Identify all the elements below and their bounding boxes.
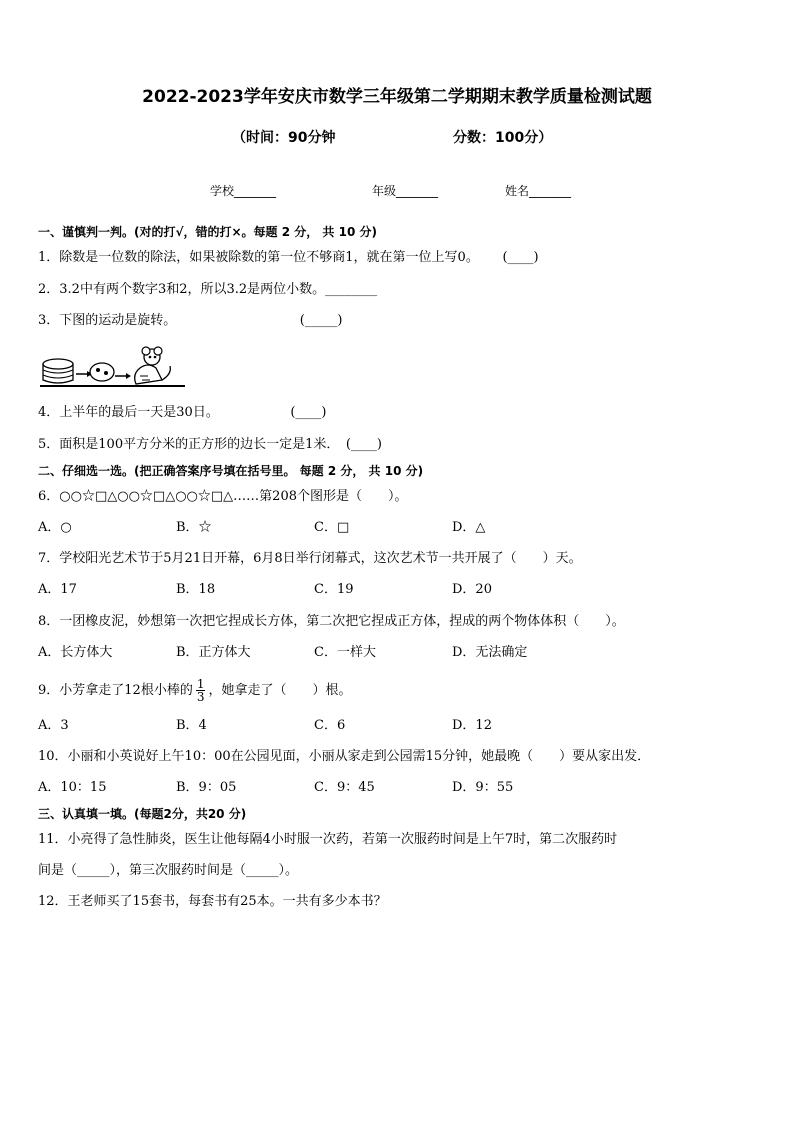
fraction-one-third [196, 678, 206, 703]
school-field: 学校_______ [210, 184, 277, 198]
fraction-denominator: 3 [196, 690, 205, 704]
question-9-text-start: 9．小芳拿走了12根小棒的 [38, 683, 193, 698]
question-9-text-end: ，她拿走了（ ）根。 [208, 683, 352, 698]
question-11-line-2: 间是（_____），第三次服药时间是（_____）。 [38, 863, 299, 878]
question-9-option-c: C．6 [314, 718, 346, 733]
question-6-option-d: D．△ [452, 520, 486, 535]
question-6-option-a: A．○ [38, 520, 72, 535]
question-7: 7．学校阳光艺术节于5月21日开幕，6月8日举行闭幕式，这次艺术节一共开展了（ ）天。 [38, 551, 582, 566]
question-10-option-a: A．10：15 [38, 780, 107, 795]
question-7-option-d: D．20 [452, 582, 492, 597]
question-10: 10．小丽和小英说好上午10：00在公园见面，小丽从家走到公园需15分钟，她最晚（ ）要从家出发． [38, 749, 651, 764]
question-8-option-b: B．正方体大 [176, 645, 251, 660]
question-6: 6．○○☆□△○○☆□△○○☆□△……第208个图形是（ ）。 [38, 489, 408, 504]
question-9-option-b: B．4 [176, 718, 207, 733]
question-9 [38, 676, 351, 706]
exam-score: 分数：100分） [453, 130, 553, 146]
question-7-option-a: A．17 [38, 582, 77, 597]
rotation-illustration [40, 346, 185, 388]
question-8-option-d: D．无法确定 [452, 645, 528, 660]
question-2: 2．3.2中有两个数字3和2，所以3.2是两位小数。________ [38, 282, 378, 297]
section-2-heading: 二、仔细选一选。(把正确答案序号填在括号里。 每题 2 分， 共 10 分) [38, 464, 424, 478]
section-3-heading: 三、认真填一填。(每题2分，共20 分) [38, 807, 247, 821]
question-7-option-c: C．19 [314, 582, 354, 597]
exam-time: （时间：90分钟 [232, 130, 336, 146]
question-9-option-d: D．12 [452, 718, 492, 733]
question-12: 12．王老师买了15套书，每套书有25本。一共有多少本书？ [38, 894, 387, 909]
question-5: 5．面积是100平方分米的正方形的边长一定是1米． (____) [38, 437, 382, 452]
question-6-option-c: C．□ [314, 520, 350, 535]
question-11-line-1: 11．小亮得了急性肺炎，医生让他每隔4小时服一次药，若第一次服药时间是上午7时，第二次服药时 [38, 832, 618, 847]
question-7-option-b: B．18 [176, 582, 216, 597]
question-10-option-d: D．9：55 [452, 780, 514, 795]
question-9-option-a: A．3 [38, 718, 69, 733]
question-4: 4．上半年的最后一天是30日。 (____) [38, 405, 327, 420]
question-3: 3．下图的运动是旋转。 (_____) [38, 313, 343, 328]
name-field: 姓名_______ [505, 184, 572, 198]
grade-field: 年级_______ [372, 184, 439, 198]
exam-title: 2022-2023学年安庆市数学三年级第二学期期末教学质量检测试题 [142, 87, 652, 107]
question-8-option-a: A．长方体大 [38, 645, 113, 660]
question-10-option-b: B．9：05 [176, 780, 237, 795]
fraction-numerator: 1 [196, 677, 205, 691]
question-1: 1．除数是一位数的除法，如果被除数的第一位不够商1，就在第一位上写0。 (____) [38, 250, 539, 265]
question-8-option-c: C．一样大 [314, 645, 376, 660]
question-8: 8．一团橡皮泥，妙想第一次把它捏成长方体，第二次把它捏成正方体，捏成的两个物体体积（ ）。 [38, 614, 625, 629]
question-6-option-b: B．☆ [176, 520, 212, 535]
section-1-heading: 一、谨慎判一判。(对的打√，错的打×。每题 2 分， 共 10 分) [38, 225, 377, 239]
question-10-option-c: C．9：45 [314, 780, 375, 795]
